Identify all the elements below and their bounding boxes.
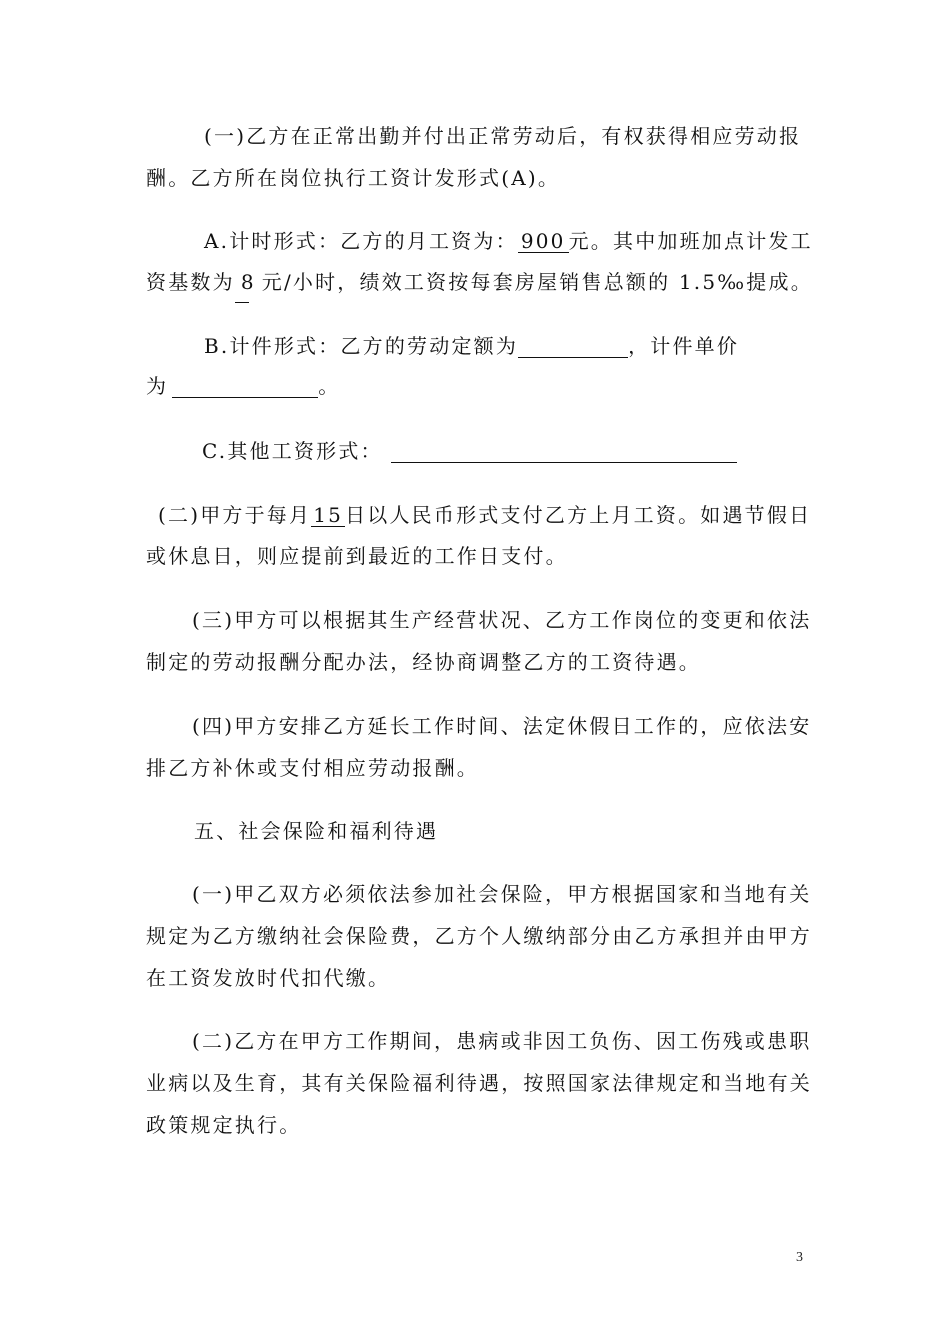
labor-quota-blank: [518, 337, 628, 358]
text-segment: 。: [318, 374, 341, 398]
paragraph-line: (三)甲方可以根据其生产经营状况、乙方工作岗位的变更和依法: [192, 608, 812, 632]
section-heading: 五、社会保险和福利待遇: [194, 819, 439, 843]
paragraph-line: 规定为乙方缴纳社会保险费，乙方个人缴纳部分由乙方承担并由甲方: [146, 924, 812, 948]
paragraph-line: [146, 270, 813, 294]
paragraph-line: 业病以及生育，其有关保险福利待遇，按照国家法律规定和当地有关: [146, 1071, 812, 1095]
paragraph-line: 在工资发放时代扣代缴。: [146, 966, 391, 990]
paragraph-line: 排乙方补休或支付相应劳动报酬。: [146, 756, 479, 780]
paragraph-line: [202, 439, 737, 463]
pay-day-value: 15: [313, 503, 344, 527]
paragraph-line: [158, 503, 811, 527]
text-segment: (二)甲方于每月: [158, 503, 312, 527]
text-segment: 为: [146, 374, 169, 398]
paragraph-line: (二)乙方在甲方工作期间，患病或非因工负伤、因工伤残或患职: [192, 1029, 812, 1053]
paragraph-line: 制定的劳动报酬分配办法，经协商调整乙方的工资待遇。: [146, 650, 701, 674]
text-segment: C.其他工资形式：: [202, 439, 383, 463]
paragraph-line: [204, 229, 813, 253]
text-segment: ，计件单价: [628, 334, 740, 358]
monthly-wage-value: 900: [518, 230, 569, 253]
text-segment: 资基数为: [146, 270, 235, 294]
overtime-base-value: 8: [235, 271, 262, 293]
text-segment: 元。其中加班加点计发工: [568, 229, 813, 253]
paragraph-line: 酬。乙方所在岗位执行工资计发形式(A)。: [146, 166, 561, 190]
paragraph-line: [204, 334, 739, 358]
text-segment: B.计件形式：乙方的劳动定额为: [204, 334, 519, 358]
text-segment: 元/小时，绩效工资按每套房屋销售总额的 1.5‰提成。: [261, 270, 813, 294]
other-wage-form-blank: [391, 442, 737, 463]
piece-rate-blank: [172, 377, 318, 398]
paragraph-line: (四)甲方安排乙方延长工作时间、法定休假日工作的，应依法安: [192, 714, 812, 738]
paragraph-line: (一)甲乙双方必须依法参加社会保险，甲方根据国家和当地有关: [192, 882, 812, 906]
paragraph-line: 政策规定执行。: [146, 1113, 302, 1137]
paragraph-line: [146, 374, 340, 398]
text-segment: 日以人民币形式支付乙方上月工资。如遇节假日: [345, 503, 812, 527]
paragraph-line: (一)乙方在正常出勤并付出正常劳动后，有权获得相应劳动报: [204, 124, 802, 148]
paragraph-line: 或休息日，则应提前到最近的工作日支付。: [146, 544, 568, 568]
page-number: 3: [796, 1250, 803, 1265]
text-segment: A.计时形式：乙方的月工资为：: [204, 229, 518, 253]
